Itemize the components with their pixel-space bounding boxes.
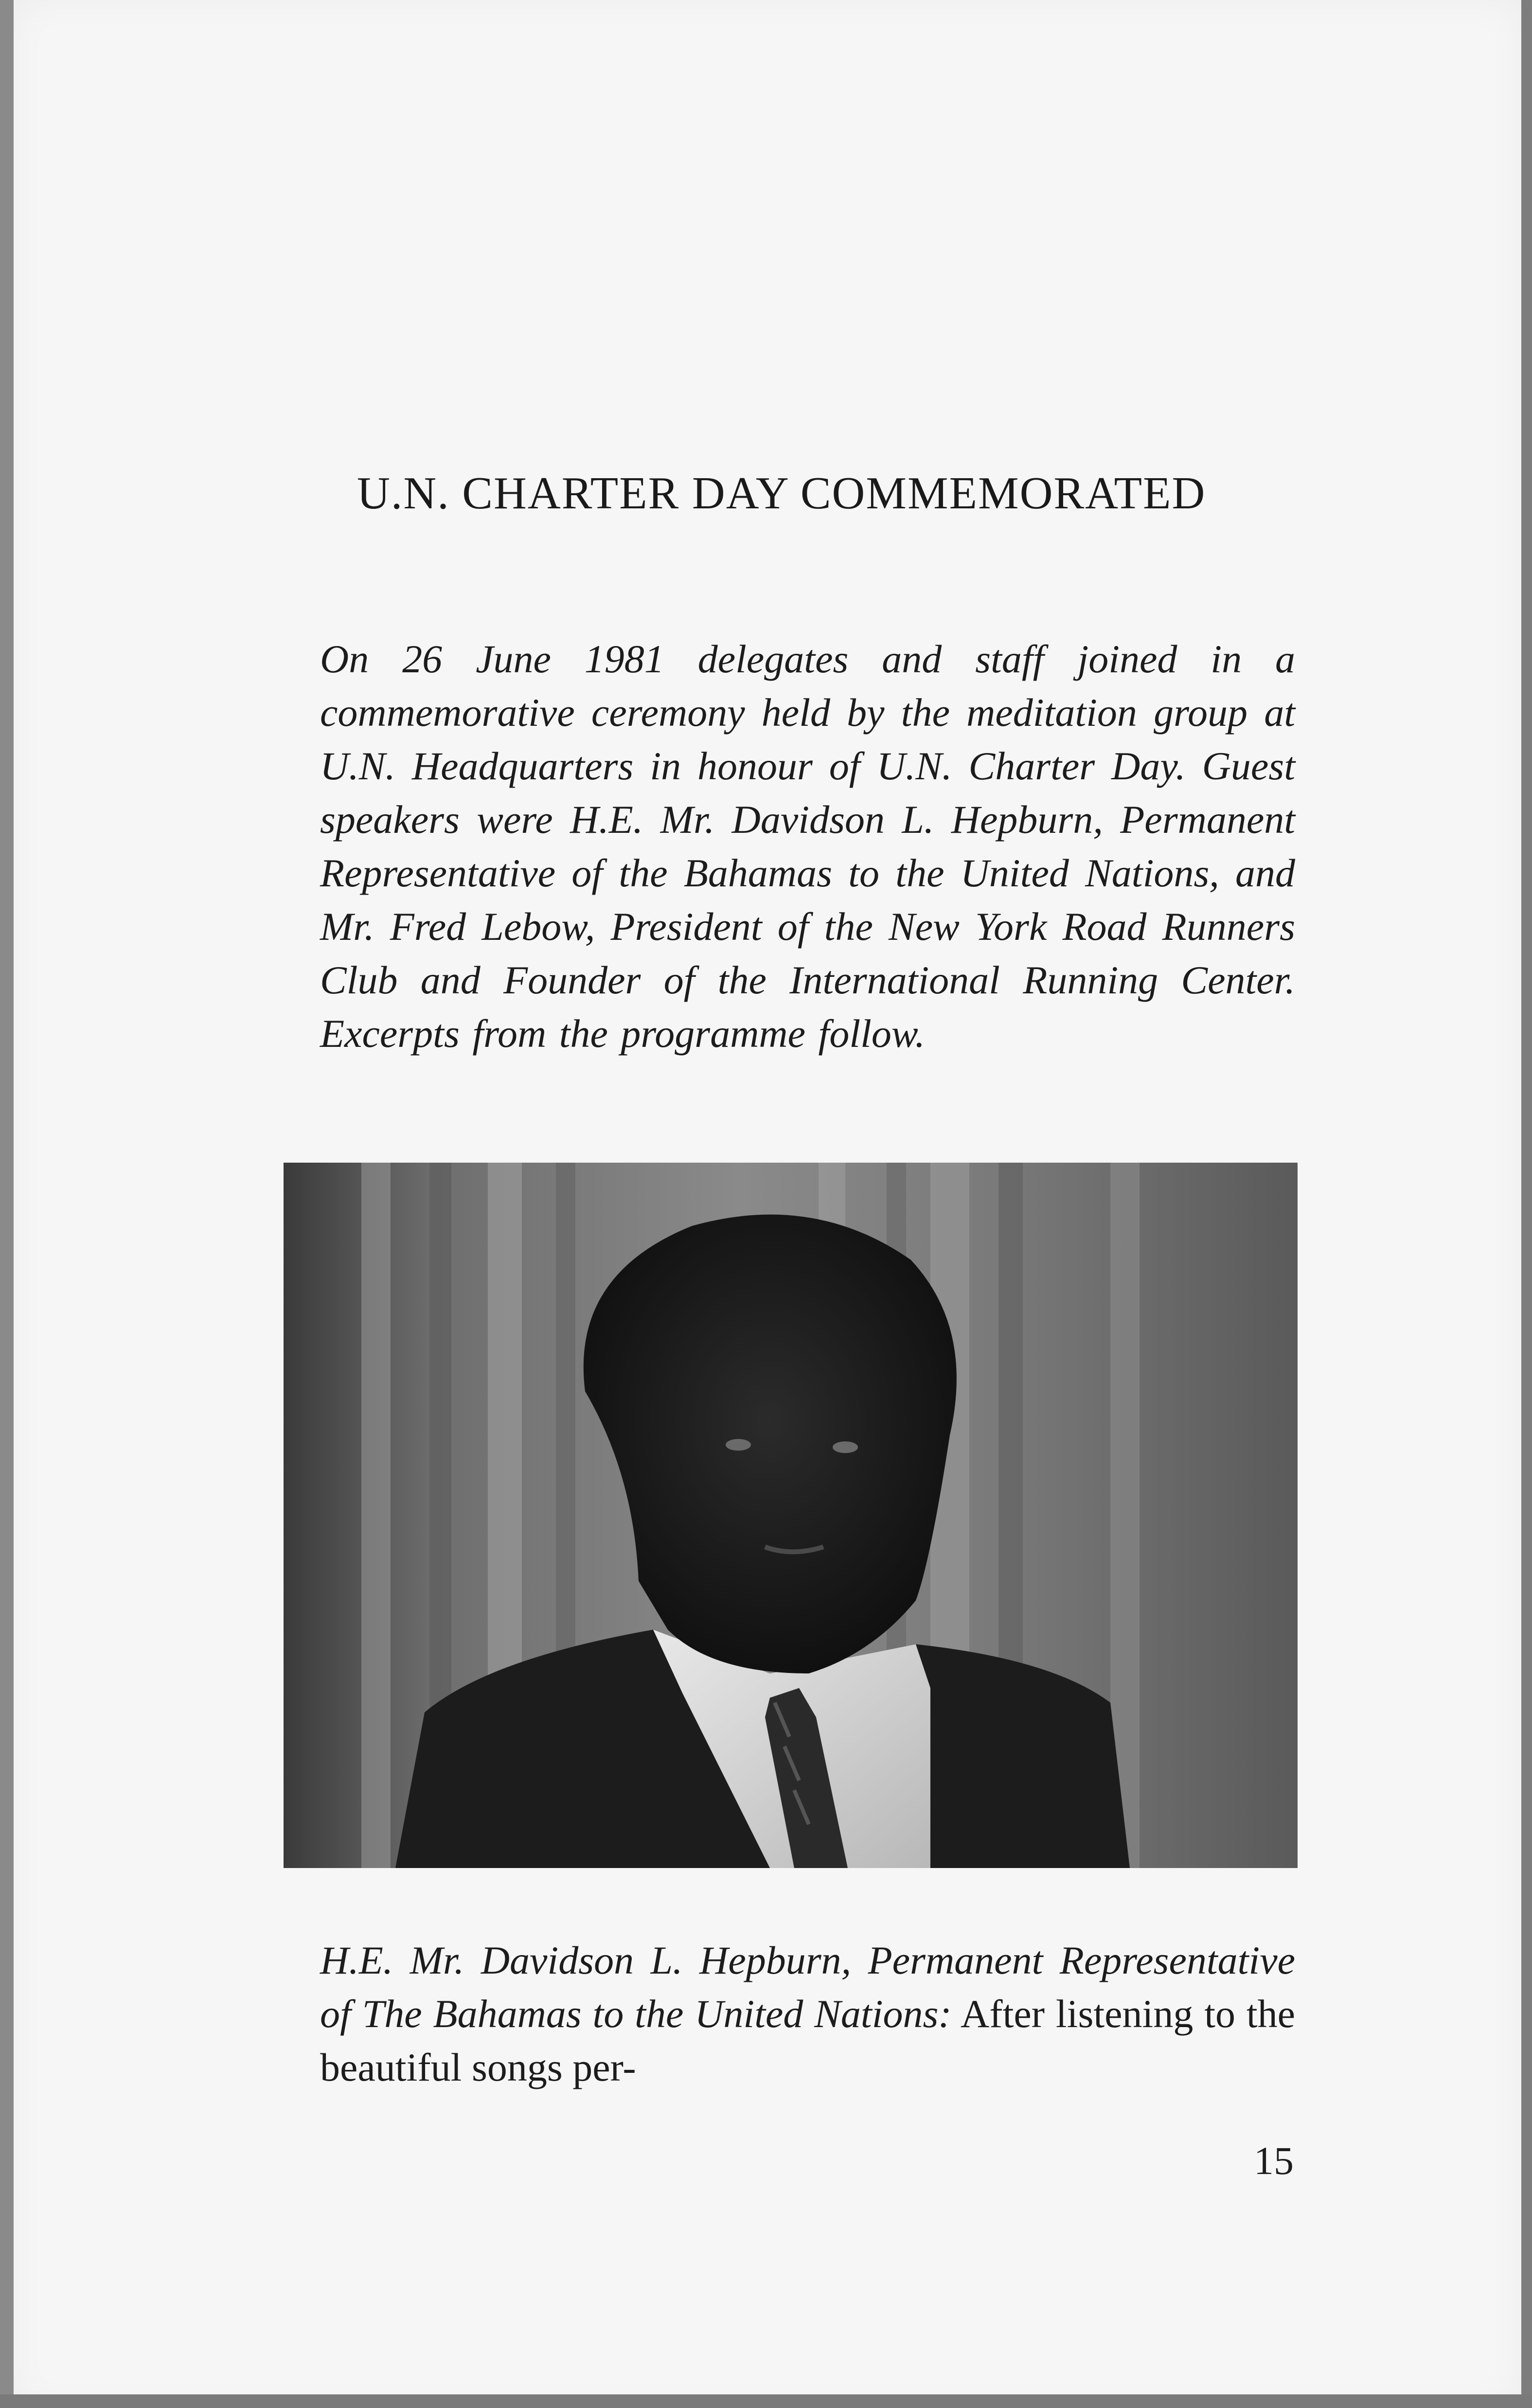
article-title: U.N. CHARTER DAY COMMEMORATED xyxy=(357,468,1206,519)
caption-speaker: H.E. Mr. Davidson L. Hepburn, Permanent Representative of The Bahamas to the United Nations: xyxy=(320,1938,1295,2036)
article-intro: On 26 June 1981 delegates and staff joined in a commemorative ceremony held by the meditation group at U.N. Headquarters in honour of U.N. Charter Day. Guest speakers were H.E. Mr. Davidson L. Hepburn, Permanent Representative of the Bahamas to the United Nations, and Mr. Fred Lebow, President of the New York Road Runners Club and Founder of the International Running Center. Excerpts from the programme follow. xyxy=(320,637,1295,1056)
scan-edge-bottom xyxy=(0,2394,1532,2408)
page-number: 15 xyxy=(1254,2138,1294,2183)
caption-text: After listening to the beautiful songs per- xyxy=(320,1992,1295,2089)
speaker-photo xyxy=(284,1163,1298,1868)
document-page xyxy=(14,0,1521,2408)
scan-edge-right xyxy=(1521,0,1532,2408)
photo-caption xyxy=(320,1934,1295,2094)
